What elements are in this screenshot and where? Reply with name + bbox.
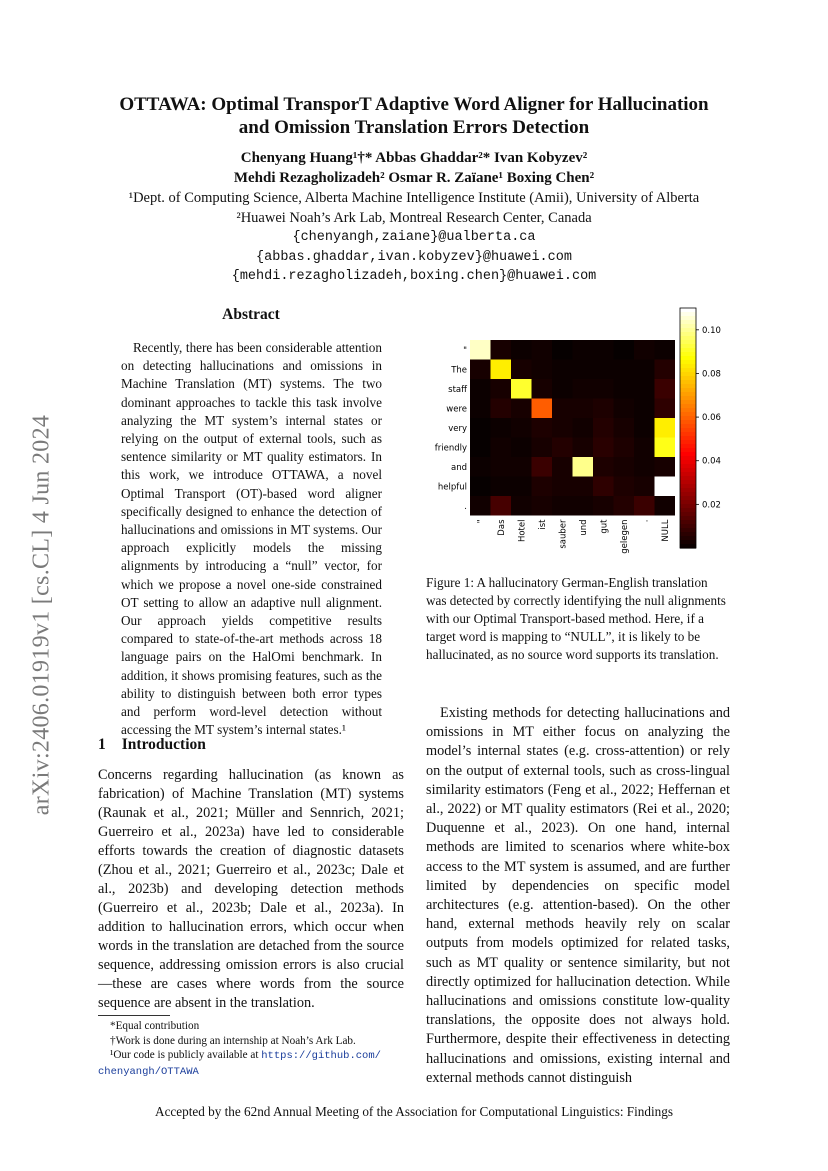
- colorbar-segment: [680, 344, 696, 349]
- colorbar-segment: [680, 520, 696, 525]
- arxiv-sidebar: [12, 380, 72, 850]
- colorbar-segment: [680, 320, 696, 325]
- heatmap-cell: [573, 379, 594, 399]
- heatmap-cell: [532, 457, 553, 477]
- colorbar-segment: [680, 496, 696, 501]
- heatmap-cell: [614, 399, 635, 419]
- heatmap-cell: [532, 477, 553, 497]
- section-heading: [98, 736, 206, 754]
- colorbar-segment: [680, 400, 696, 405]
- colorbar-segment: [680, 316, 696, 321]
- colorbar-segment: [680, 312, 696, 317]
- colorbar-segment: [680, 328, 696, 333]
- heatmap-cell: [511, 379, 532, 399]
- row-tick-label: .: [464, 501, 467, 512]
- heatmap-cell: [491, 399, 512, 419]
- colorbar-segment: [680, 412, 696, 417]
- colorbar-segment: [680, 396, 696, 401]
- colorbar-segment: [680, 464, 696, 469]
- footnotes: [98, 1019, 408, 1079]
- figure-1: [434, 300, 740, 570]
- authors-line-2: Mehdi Rezagholizadeh² Osmar R. Zaïane¹ Boxing Chen²: [233, 170, 595, 186]
- colorbar-segment: [680, 492, 696, 497]
- heatmap-cell: [593, 477, 614, 497]
- heatmap-cell: [552, 379, 573, 399]
- paper-title: [0, 93, 828, 139]
- colorbar-segment: [680, 508, 696, 513]
- heatmap-cell: [470, 438, 491, 458]
- colorbar-segment: [680, 512, 696, 517]
- intro-paragraph: [98, 766, 404, 1013]
- colorbar-segment: [680, 536, 696, 541]
- heatmap-cell: [532, 379, 553, 399]
- colorbar-segment: [680, 340, 696, 345]
- heatmap-cell: [552, 496, 573, 516]
- affiliation-2: ²Huawei Noah’s Ark Lab, Montreal Research Center, Canada: [236, 209, 592, 226]
- section-number: 1: [98, 736, 106, 753]
- code-url-part2[interactable]: chenyangh/OTTAWA: [98, 1065, 199, 1078]
- heatmap-cell: [634, 457, 655, 477]
- row-tick-label: friendly: [434, 443, 467, 454]
- heatmap-cell: [614, 360, 635, 380]
- colorbar-segment: [680, 448, 696, 453]
- heatmap-cell: [593, 379, 614, 399]
- heatmap-cell: [655, 418, 676, 438]
- heatmap-cell: [593, 457, 614, 477]
- row-tick-label: ": [463, 345, 467, 356]
- heatmap-cell: [491, 340, 512, 360]
- heatmap-cell: [573, 399, 594, 419]
- arxiv-id-text: arXiv:2406.01919v1 [cs.CL] 4 Jun 2024: [28, 414, 55, 816]
- footnote-divider: [98, 1015, 170, 1016]
- heatmap-cell: [634, 340, 655, 360]
- colorbar-segment: [680, 540, 696, 545]
- intro-text: Concerns regarding hallucination (as known as fabrication) of Machine Translation (MT) systems (Raunak et al., 2021; Müller and Sennrich, 2021; Guerreiro et al., 2023a) have led to considerable efforts towards the creation of diagnostic datasets (Zhou et al., 2021; Guerreiro et al., 2023c; Dale et al., 2023b) and developing detection methods (Guerreiro et al., 2023b; Dale et al., 2023a). In addition to hallucination errors, which occur when words in the translation are detached from the source sequence, addressing omission errors is also crucial—these are cases where words from the source sequence are absent in the translation.: [98, 767, 404, 1011]
- heatmap-cell: [470, 360, 491, 380]
- heatmap-cell: [655, 399, 676, 419]
- heatmap-cell: [634, 399, 655, 419]
- abstract-heading: Abstract: [222, 306, 280, 323]
- heatmap-cell: [593, 496, 614, 516]
- heatmap-cell: [614, 438, 635, 458]
- colorbar-tick-label: 0.02: [702, 500, 721, 511]
- colorbar-tick-label: 0.10: [702, 325, 721, 336]
- heatmap-cell: [614, 418, 635, 438]
- heatmap-cell: [634, 418, 655, 438]
- heatmap-cell: [532, 496, 553, 516]
- col-tick-label: gut: [599, 519, 610, 534]
- authors-line-1: Chenyang Huang¹†* Abbas Ghaddar²* Ivan Kobyzev²: [240, 150, 588, 166]
- colorbar-segment: [680, 456, 696, 461]
- affiliation-1: ¹Dept. of Computing Science, Alberta Machine Intelligence Institute (Amii), University of Alberta: [128, 190, 700, 206]
- heatmap-cell: [634, 477, 655, 497]
- heatmap-cell: [470, 457, 491, 477]
- col-tick-label: ist: [537, 519, 548, 530]
- heatmap-cell: [552, 340, 573, 360]
- heatmap-cell: [614, 477, 635, 497]
- footnote-internship: †Work is done during an internship at Noah’s Ark Lab.: [110, 1034, 356, 1047]
- heatmap-cell: [491, 379, 512, 399]
- heatmap-cell: [655, 438, 676, 458]
- heatmap-cell: [491, 457, 512, 477]
- colorbar-segment: [680, 472, 696, 477]
- colorbar-segment: [680, 364, 696, 369]
- heatmap-cell: [532, 438, 553, 458]
- heatmap-cell: [593, 438, 614, 458]
- heatmap-cell: [552, 477, 573, 497]
- heatmap-cell: [491, 477, 512, 497]
- title-line-1: OTTAWA: Optimal TransporT Adaptive Word Aligner for Hallucination: [119, 94, 709, 115]
- colorbar-segment: [680, 524, 696, 529]
- colorbar-segment: [680, 444, 696, 449]
- heatmap-cell: [552, 457, 573, 477]
- colorbar-segment: [680, 348, 696, 353]
- heatmap-cell: [593, 418, 614, 438]
- colorbar-segment: [680, 404, 696, 409]
- col-tick-label: .: [640, 519, 651, 523]
- colorbar-segment: [680, 452, 696, 457]
- colorbar-segment: [680, 428, 696, 433]
- heatmap-cell: [532, 360, 553, 380]
- row-tick-label: helpful: [437, 482, 467, 493]
- colorbar-segment: [680, 408, 696, 413]
- title-line-2: and Omission Translation Errors Detection: [238, 117, 590, 138]
- heatmap-cell: [655, 496, 676, 516]
- colorbar-tick-label: 0.06: [702, 413, 721, 424]
- heatmap-cell: [511, 477, 532, 497]
- row-tick-label: staff: [448, 384, 467, 395]
- heatmap-chart: [434, 300, 740, 570]
- colorbar-segment: [680, 352, 696, 357]
- heatmap-cell: [470, 477, 491, 497]
- row-tick-label: very: [448, 423, 467, 434]
- email-3: {mehdi.rezagholizadeh,boxing.chen}@huawei.com: [231, 269, 597, 284]
- colorbar-segment: [680, 480, 696, 485]
- colorbar-segment: [680, 484, 696, 489]
- colorbar-segment: [680, 440, 696, 445]
- heatmap-cell: [511, 340, 532, 360]
- heatmap-cell: [511, 438, 532, 458]
- heatmap-cell: [634, 379, 655, 399]
- heatmap-cell: [634, 438, 655, 458]
- colorbar-segment: [680, 432, 696, 437]
- heatmap-cell: [593, 360, 614, 380]
- colorbar-tick-label: 0.08: [702, 369, 721, 380]
- colorbar-segment: [680, 308, 696, 313]
- row-tick-label: The: [451, 365, 467, 376]
- heatmap-cell: [532, 340, 553, 360]
- col-tick-label: sauber: [558, 519, 569, 549]
- heatmap-cell: [614, 496, 635, 516]
- colorbar-segment: [680, 504, 696, 509]
- section-title: Introduction: [121, 736, 206, 753]
- heatmap-cell: [511, 496, 532, 516]
- heatmap-cell: [655, 379, 676, 399]
- colorbar-segment: [680, 516, 696, 521]
- heatmap-cell: [614, 340, 635, 360]
- colorbar-segment: [680, 476, 696, 481]
- abstract-paragraph: Recently, there has been considerable attention on detecting hallucinations and omissions in Machine Translation (MT) systems. The two dominant approaches to tackle this task involve analyzing the MT system’s internal states or relying on the output of external tools, such as sentence similarity or MT quality estimators. In this work, we introduce OTTAWA, a novel Optimal Transport (OT)-based word aligner specifically designed to enhance the detection of hallucinations and omissions in MT systems. Our approach explicitly models the missing alignments by introducing a “null” vector, for which we propose a novel one-side constrained OT setting to allow an adaptive null alignment. Our approach yields competitive results compared to state-of-the-art methods across 18 language pairs on the HalOmi benchmark. In addition, it shows promising features, such as the ability to distinguish between both error types and perform word-level detection without accessing the MT system’s internal states.¹: [121, 340, 382, 738]
- author-list: [0, 148, 828, 188]
- venue-note: Accepted by the 62nd Annual Meeting of the Association for Computational Linguistics: Findings: [155, 1104, 673, 1119]
- heatmap-cell: [470, 399, 491, 419]
- colorbar-segment: [680, 376, 696, 381]
- heatmap-cell: [655, 477, 676, 497]
- colorbar-segment: [680, 360, 696, 365]
- email-2: {abbas.ghaddar,ivan.kobyzev}@huawei.com: [256, 249, 572, 265]
- heatmap-cell: [491, 418, 512, 438]
- colorbar-segment: [680, 356, 696, 361]
- heatmap-cell: [593, 399, 614, 419]
- abstract-body: [121, 339, 382, 739]
- heatmap-cell: [470, 496, 491, 516]
- figure-caption: Figure 1: A hallucinatory German-English translation was detected by correctly identifying the null alignments with our Optimal Transport-based method. Here, if a target word is mapping to “NULL”, it is likely to be hallucinated, as no source word supports its translation.: [426, 575, 726, 662]
- heatmap-cell: [511, 399, 532, 419]
- heatmap-cell: [614, 457, 635, 477]
- heatmap-cell: [573, 418, 594, 438]
- row-tick-label: and: [451, 462, 467, 473]
- affiliations: [0, 189, 828, 287]
- heatmap-cell: [573, 496, 594, 516]
- heatmap-cell: [573, 457, 594, 477]
- heatmap-cell: [470, 340, 491, 360]
- colorbar-segment: [680, 436, 696, 441]
- row-tick-label: were: [446, 404, 467, 415]
- heatmap-cell: [552, 399, 573, 419]
- heatmap-cell: [491, 496, 512, 516]
- heatmap-cell: [491, 360, 512, 380]
- colorbar-segment: [680, 392, 696, 397]
- heatmap-cell: [573, 360, 594, 380]
- colorbar-segment: [680, 488, 696, 493]
- colorbar-segment: [680, 336, 696, 341]
- heatmap-cell: [634, 360, 655, 380]
- footnote-equal-contribution: *Equal contribution: [110, 1020, 200, 1032]
- heatmap-cell: [573, 438, 594, 458]
- col-tick-label: NULL: [660, 519, 671, 542]
- colorbar-segment: [680, 380, 696, 385]
- right-column-paragraph: [426, 704, 730, 1088]
- heatmap-cell: [532, 418, 553, 438]
- email-1: {chenyangh,zaiane}@ualberta.ca: [292, 230, 536, 245]
- right-column-text: Existing methods for detecting hallucinations and omissions in MT either focus on analyzing the model’s internal states (e.g. cross-attention) or rely on the output of external tools, such as cross-lingual similarity estimators (Feng et al., 2022; Heffernan et al., 2022) or MT quality estimators (Rei et al., 2020; Duquenne et al., 2023). On one hand, internal methods are limited to scenarios where white-box access to the MT system is assumed, and are further limited by dependencies on specific model architectures (e.g. attention-based). On the other hand, external methods heavily rely on scalar outputs from models optimized for related tasks, such as MT quality or sentence similarity, but not directly optimized for hallucination detection. While hallucinations and omissions constitute low-quality translations, the opposite does not always hold. Furthermore, despite their effectiveness in detecting hallucinations and omissions, existing internal and external methods cannot distinguish: [426, 705, 730, 1086]
- colorbar-segment: [680, 324, 696, 329]
- colorbar-segment: [680, 332, 696, 337]
- heatmap-cell: [532, 399, 553, 419]
- colorbar-segment: [680, 460, 696, 465]
- footnote-code: [98, 1048, 408, 1064]
- heatmap-cell: [511, 418, 532, 438]
- colorbar-segment: [680, 388, 696, 393]
- col-tick-label: Hotel: [517, 519, 528, 543]
- colorbar-segment: [680, 368, 696, 373]
- heatmap-cell: [573, 477, 594, 497]
- footnote-code-text: ¹Our code is publicly available at: [110, 1049, 259, 1061]
- colorbar-segment: [680, 416, 696, 421]
- heatmap-cell: [573, 340, 594, 360]
- colorbar-tick-label: 0.04: [702, 456, 721, 467]
- colorbar-segment: [680, 528, 696, 533]
- col-tick-label: ": [476, 519, 487, 524]
- colorbar-segment: [680, 372, 696, 377]
- heatmap-cell: [552, 438, 573, 458]
- heatmap-cell: [593, 340, 614, 360]
- heatmap-cell: [552, 418, 573, 438]
- code-url-part1[interactable]: https://github.com/: [261, 1050, 381, 1062]
- heatmap-cell: [552, 360, 573, 380]
- col-tick-label: gelegen: [619, 519, 630, 554]
- colorbar-segment: [680, 384, 696, 389]
- heatmap-cell: [511, 457, 532, 477]
- heatmap-cell: [470, 379, 491, 399]
- heatmap-cell: [655, 457, 676, 477]
- colorbar-segment: [680, 420, 696, 425]
- heatmap-cell: [634, 496, 655, 516]
- col-tick-label: Das: [496, 519, 507, 536]
- heatmap-cell: [511, 360, 532, 380]
- col-tick-label: und: [578, 519, 589, 536]
- colorbar-segment: [680, 500, 696, 505]
- colorbar-segment: [680, 468, 696, 473]
- colorbar-segment: [680, 424, 696, 429]
- heatmap-cell: [655, 340, 676, 360]
- heatmap-cell: [491, 438, 512, 458]
- colorbar-segment: [680, 532, 696, 537]
- heatmap-cell: [614, 379, 635, 399]
- heatmap-cell: [655, 360, 676, 380]
- heatmap-cell: [470, 418, 491, 438]
